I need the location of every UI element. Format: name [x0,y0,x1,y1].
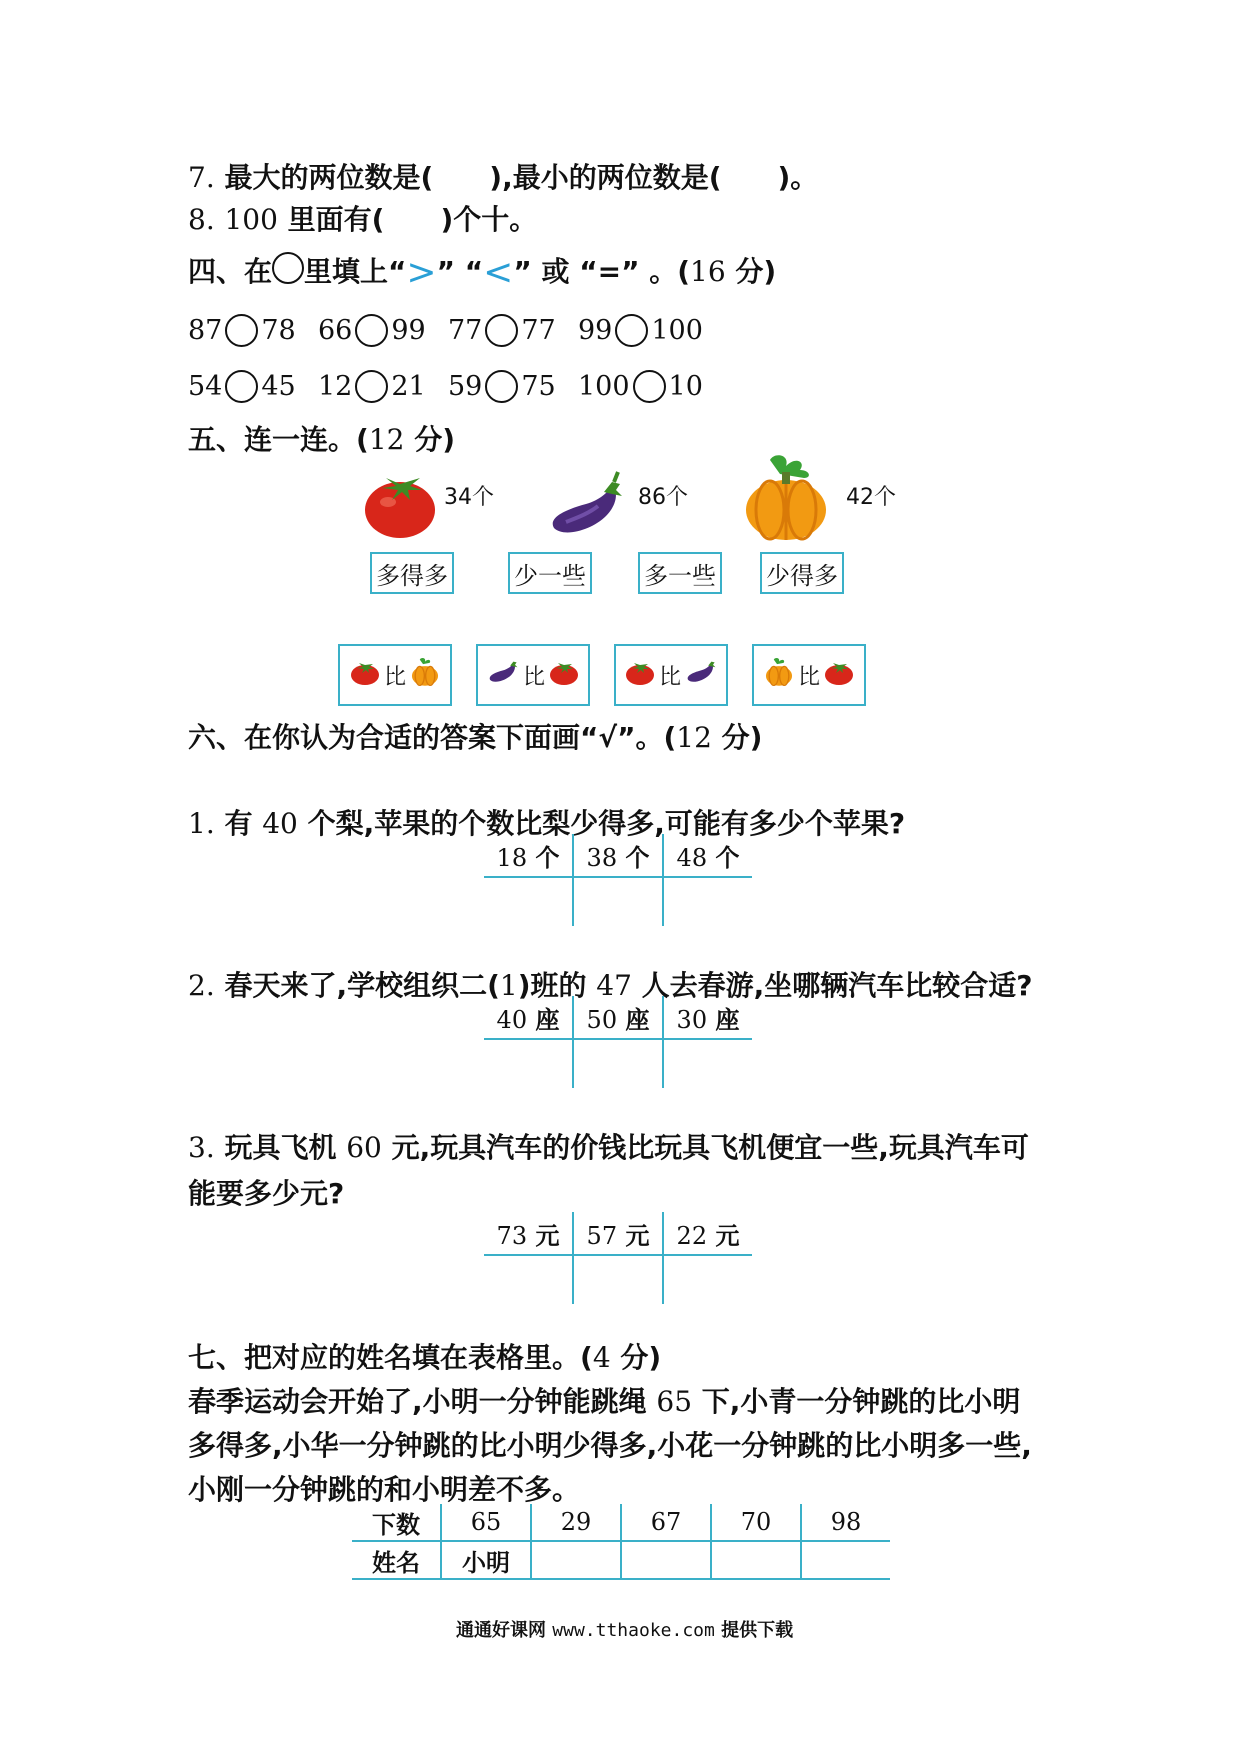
tomato-mark [350,659,380,685]
pumpkin-icon [410,657,440,693]
name-cell[interactable] [621,1541,711,1579]
pumpkin-icon [764,657,794,693]
problem-3: 3. 玩具飞机 60 元,玩具汽车的价钱比玩具飞机便宜一些,玩具汽车可 [188,1131,1029,1164]
answer-cell[interactable] [484,1255,573,1304]
compare-word: 比 [522,664,545,690]
tomato-mark [625,659,655,685]
tomato-mark [824,659,854,685]
label-box[interactable] [760,552,844,594]
pumpkin-count: 42个 [846,485,896,510]
name-cell[interactable] [531,1541,621,1579]
pumpkin-mark [410,657,440,687]
option: 40 座 [484,996,573,1039]
compare-box[interactable] [752,644,866,706]
count-cell: 29 [531,1504,621,1541]
compare-item [448,314,556,347]
compare-right: 100 [651,315,703,346]
label-text: 少得多 [766,561,838,590]
option: 73 元 [484,1212,573,1255]
answer-circle[interactable] [225,370,258,403]
problem-3-line-2: 能要多少元? [188,1177,345,1210]
answer-cell[interactable] [573,877,663,926]
compare-right: 75 [521,371,556,402]
eggplant-icon [487,660,519,690]
eggplant-mark [487,660,519,684]
option: 30 座 [663,996,752,1039]
compare-item [318,370,426,403]
section-7-line-2: 多得多,小华一分钟跳的比小明少得多,小花一分钟跳的比小明多一些, [188,1429,1032,1462]
tomato-icon [362,468,438,540]
compare-right: 21 [391,371,426,402]
section-5-title: 五、连一连。(12 分) [188,423,455,456]
option: 50 座 [573,996,663,1039]
answer-cell[interactable] [573,1255,663,1304]
pumpkin-mark [764,657,794,687]
answer-cell[interactable] [663,1255,752,1304]
compare-item [188,370,296,403]
header-name: 姓名 [352,1541,441,1579]
tomato-icon [549,659,579,691]
answer-cell[interactable] [663,877,752,926]
label-text: 多一些 [644,561,716,590]
answer-circle[interactable] [633,370,666,403]
tomato-icon [824,659,854,691]
section-4-title: 四、在 里填上“>” “<” 或 “=” 。(16 分) [188,252,777,293]
jump-rope-table [352,1504,890,1580]
section-7-line-3: 小刚一分钟跳的和小明差不多。 [188,1473,581,1506]
problem-1: 1. 有 40 个梨,苹果的个数比梨少得多,可能有多少个苹果? [188,807,906,840]
count-cell: 67 [621,1504,711,1541]
problem-3-options [484,1212,752,1304]
circle-icon [272,252,304,284]
answer-circle[interactable] [615,314,648,347]
tomato-icon [625,659,655,691]
compare-item [448,370,556,403]
compare-right: 45 [261,371,296,402]
answer-circle[interactable] [485,370,518,403]
compare-left: 54 [188,371,223,402]
header-count: 下数 [352,1504,441,1541]
option: 57 元 [573,1212,663,1255]
compare-left: 87 [188,315,223,346]
compare-word: 比 [797,664,820,690]
problem-2: 2. 春天来了,学校组织二(1)班的 47 人去春游,坐哪辆汽车比较合适? [188,969,1033,1002]
answer-cell[interactable] [573,1039,663,1088]
answer-circle[interactable] [355,370,388,403]
eggplant-icon [546,470,626,540]
footer: 通通好课网 www.tthaoke.com 提供下载 [456,1620,794,1641]
eggplant-count: 86个 [638,485,688,510]
name-cell[interactable] [711,1541,801,1579]
compare-box[interactable] [338,644,452,706]
name-cell: 小明 [441,1541,531,1579]
compare-item [578,314,703,347]
answer-circle[interactable] [355,314,388,347]
compare-left: 59 [448,371,483,402]
label-text: 少一些 [514,561,586,590]
option: 22 元 [663,1212,752,1255]
tomato-icon [350,659,380,691]
compare-item [318,314,426,347]
compare-item [188,314,296,347]
label-box[interactable] [370,552,454,594]
compare-left: 100 [578,371,630,402]
answer-circle[interactable] [225,314,258,347]
label-box[interactable] [508,552,592,594]
answer-cell[interactable] [484,1039,573,1088]
label-text: 多得多 [376,561,448,590]
compare-left: 99 [578,315,613,346]
section-7-line-1: 春季运动会开始了,小明一分钟能跳绳 65 下,小青一分钟跳的比小明 [188,1385,1021,1418]
compare-left: 77 [448,315,483,346]
question-8: 8. 100 里面有( )个十。 [188,203,538,236]
compare-left: 12 [318,371,353,402]
question-7: 7. 最大的两位数是( ),最小的两位数是( )。 [188,161,819,194]
compare-word: 比 [658,664,681,690]
tomato-count: 34个 [444,485,494,510]
section-7-title: 七、把对应的姓名填在表格里。(4 分) [188,1341,662,1374]
answer-circle[interactable] [485,314,518,347]
compare-left: 66 [318,315,353,346]
compare-right: 99 [391,315,426,346]
answer-cell[interactable] [484,877,573,926]
eggplant-mark [685,660,717,684]
option: 38 个 [573,834,663,877]
problem-2-options [484,996,752,1088]
answer-cell[interactable] [663,1039,752,1088]
count-cell: 70 [711,1504,801,1541]
tomato-mark [549,659,579,685]
eggplant-icon [685,660,717,690]
option: 18 个 [484,834,573,877]
option: 48 个 [663,834,752,877]
compare-box[interactable] [614,644,728,706]
compare-item [578,370,703,403]
problem-1-options [484,834,752,926]
compare-right: 10 [668,371,703,402]
pumpkin-icon [740,452,832,544]
compare-box[interactable] [476,644,590,706]
count-cell: 65 [441,1504,531,1541]
count-cell: 98 [801,1504,890,1541]
compare-word: 比 [383,664,406,690]
compare-right: 78 [261,315,296,346]
compare-right: 77 [521,315,556,346]
section-6-title: 六、在你认为合适的答案下面画“√”。(12 分) [188,721,763,754]
name-cell[interactable] [801,1541,890,1579]
label-box[interactable] [638,552,722,594]
